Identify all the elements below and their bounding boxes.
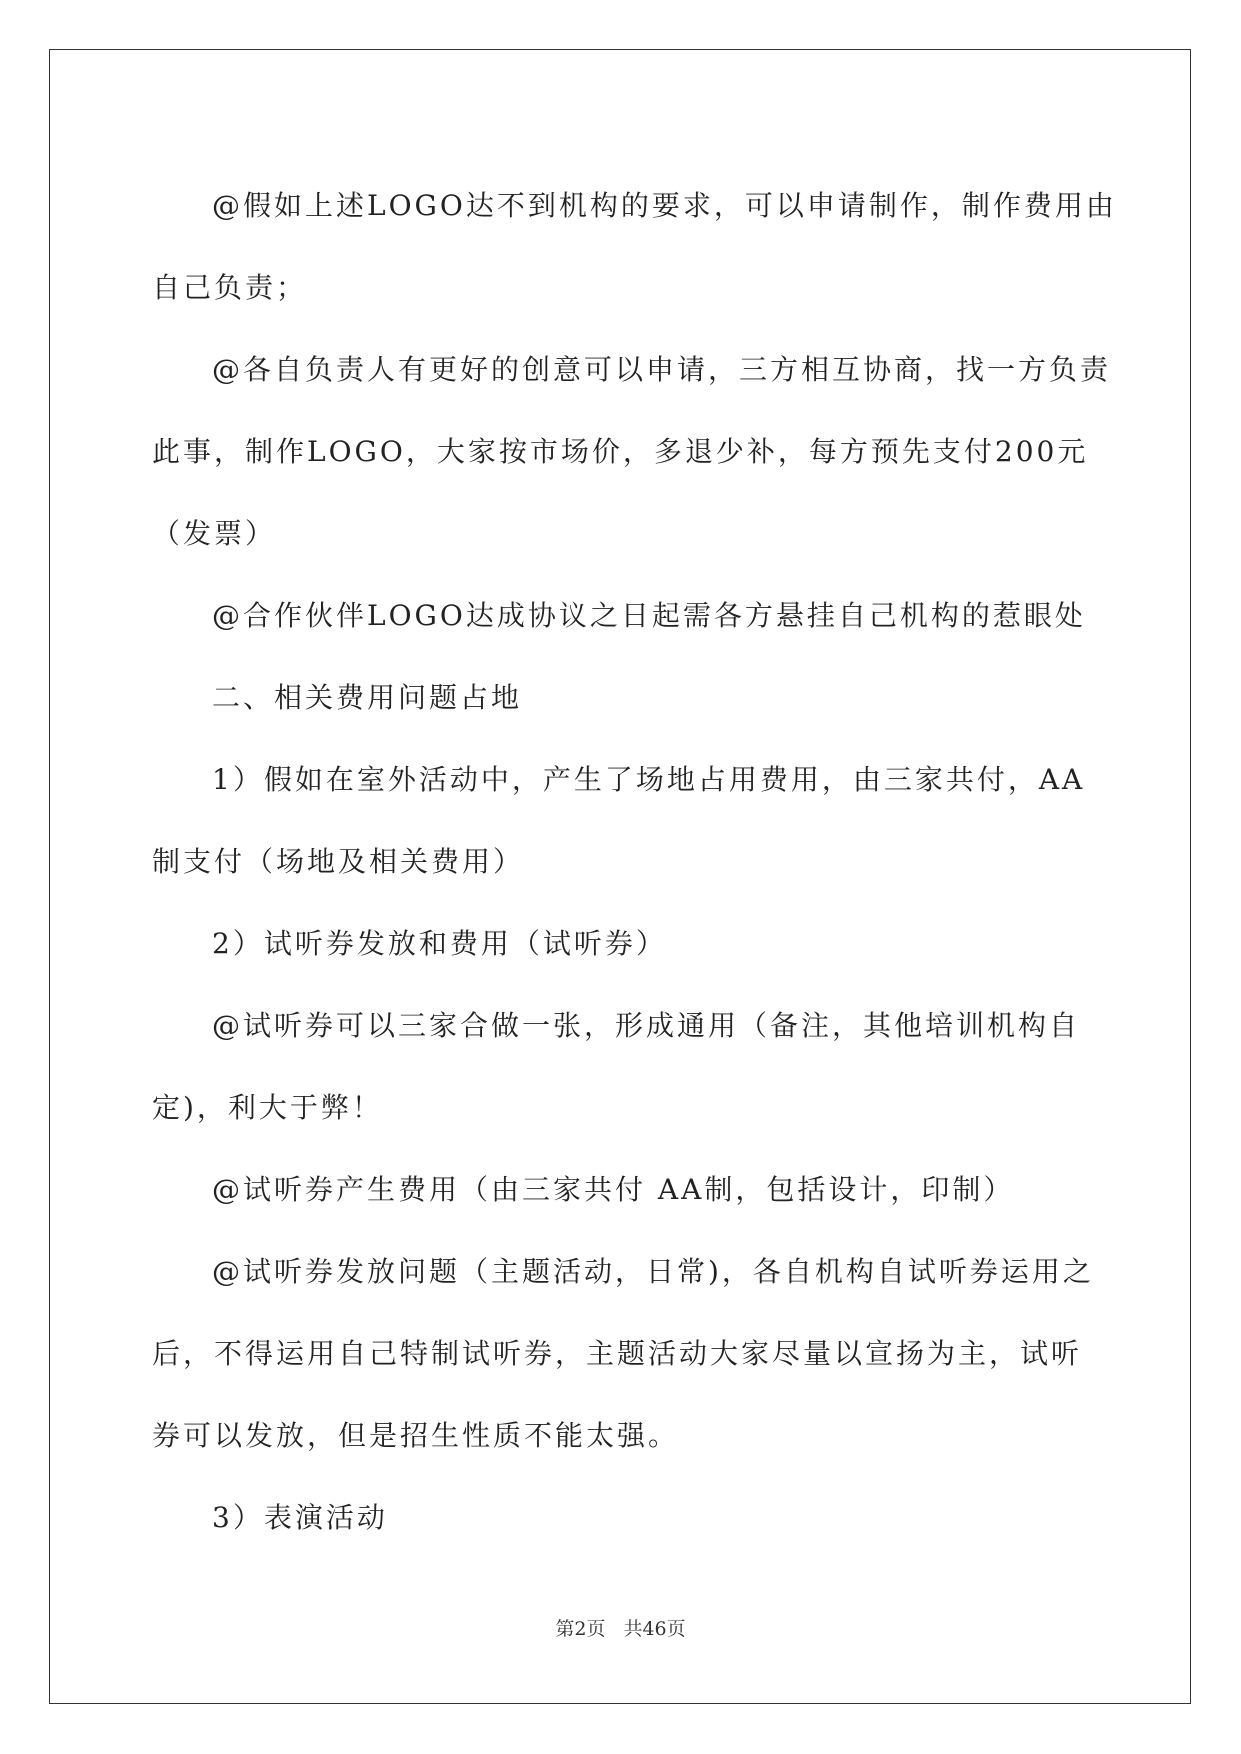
paragraph-line: 定)，利大于弊！ [152,1091,383,1124]
paragraph-line: 制支付（场地及相关费用） [152,845,525,878]
paragraph-line: （发票） [152,517,277,550]
paragraph-line: 3）表演活动 [212,1501,388,1534]
page-number: 第2页 [555,1618,606,1640]
paragraph-line: @假如上述LOGO达不到机构的要求，可以申请制作，制作费用由 [212,189,1117,222]
paragraph-line: @各自负责人有更好的创意可以申请，三方相互协商，找一方负责 [212,353,1112,386]
paragraph-line: 后，不得运用自己特制试听券，主题活动大家尽量以宣扬为主，试听 [152,1337,1083,1370]
paragraph-line: 2）试听券发放和费用（试听券） [212,927,667,960]
paragraph-line: @试听券可以三家合做一张，形成通用（备注，其他培训机构自 [212,1009,1081,1042]
paragraph-line: 自己负责； [152,271,308,304]
paragraph-line: @合作伙伴LOGO达成协议之日起需各方悬挂自己机构的惹眼处 [212,599,1086,632]
page-total: 共46页 [623,1618,686,1640]
paragraph-line: 1）假如在室外活动中，产生了场地占用费用，由三家共付，AA [212,763,1086,796]
paragraph-line: @试听券发放问题（主题活动，日常)，各自机构自试听券运用之 [212,1255,1094,1288]
section-heading: 二、相关费用问题占地 [212,681,523,714]
paragraph-line: 此事，制作LOGO，大家按市场价，多退少补，每方预先支付200元 [152,435,1089,468]
document-body [152,165,1117,1559]
paragraph-line: @试听券产生费用（由三家共付 AA制，包括设计，印制） [212,1173,1015,1206]
page-footer [0,1614,1241,1641]
paragraph-line: 券可以发放，但是招生性质不能太强。 [152,1419,680,1452]
